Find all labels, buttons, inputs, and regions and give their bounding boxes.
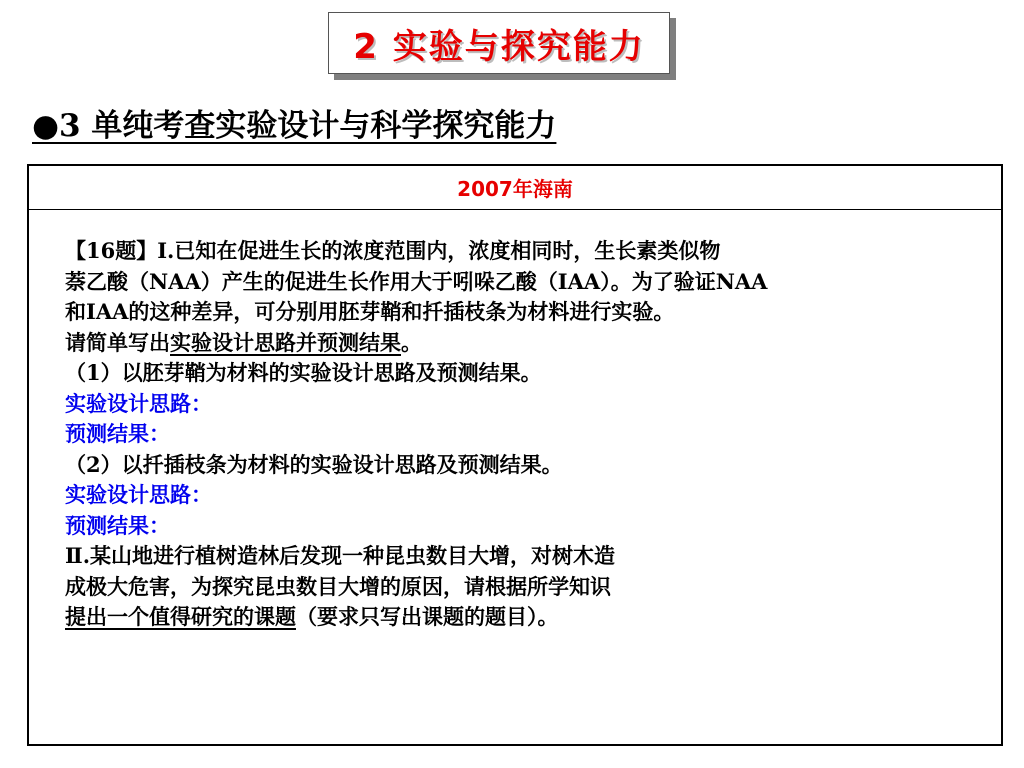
question-line-3: 和IAA的这种差异，可分别用胚芽鞘和扦插枝条为材料进行实验。 [65, 299, 675, 324]
section-heading: ●3 单纯考查实验设计与科学探究能力 [32, 108, 557, 144]
design-label-2: 实验设计思路： [65, 482, 212, 507]
question-table [27, 164, 1003, 746]
part-two-line-3 [65, 602, 981, 633]
prediction-label-2: 预测结果： [65, 512, 170, 538]
subquestion-2: （2）以扦插枝条为材料的实验设计思路及预测结果。 [65, 451, 563, 477]
task-underlined: 提出一个值得研究的课题 [65, 604, 296, 629]
instruction-underlined: 实验设计思路并预测结果 [170, 329, 401, 355]
part-two-line-2: 成极大危害，为探究昆虫数目大增的原因，请根据所学知识 [65, 573, 611, 599]
instruction-suffix: 。 [401, 329, 422, 355]
table-body-cell [29, 210, 1001, 633]
instruction-prefix: 请简单写出 [65, 329, 170, 355]
question-line-2: 萘乙酸（NAA）产生的促进生长作用大于吲哚乙酸（IAA）。为了验证NAA [65, 268, 768, 294]
subquestion-1: （1）以胚芽鞘为材料的实验设计思路及预测结果。 [65, 360, 542, 385]
table-header-text: 2007年海南 [457, 177, 573, 201]
part-two-line-1: Ⅱ.某山地进行植树造林后发现一种昆虫数目大增，对树木造 [65, 543, 616, 568]
task-suffix: （要求只写出课题的题目）。 [296, 604, 559, 629]
slide-title: 2 实验与探究能力 [353, 26, 645, 67]
question-line-4 [65, 328, 981, 359]
slide-title-box [328, 12, 670, 74]
question-line-1: 【16题】Ⅰ.已知在促进生长的浓度范围内，浓度相同时，生长素类似物 [65, 238, 721, 263]
table-header-cell [29, 166, 1001, 210]
design-label-1: 实验设计思路： [65, 390, 212, 416]
prediction-label-1: 预测结果： [65, 421, 170, 446]
